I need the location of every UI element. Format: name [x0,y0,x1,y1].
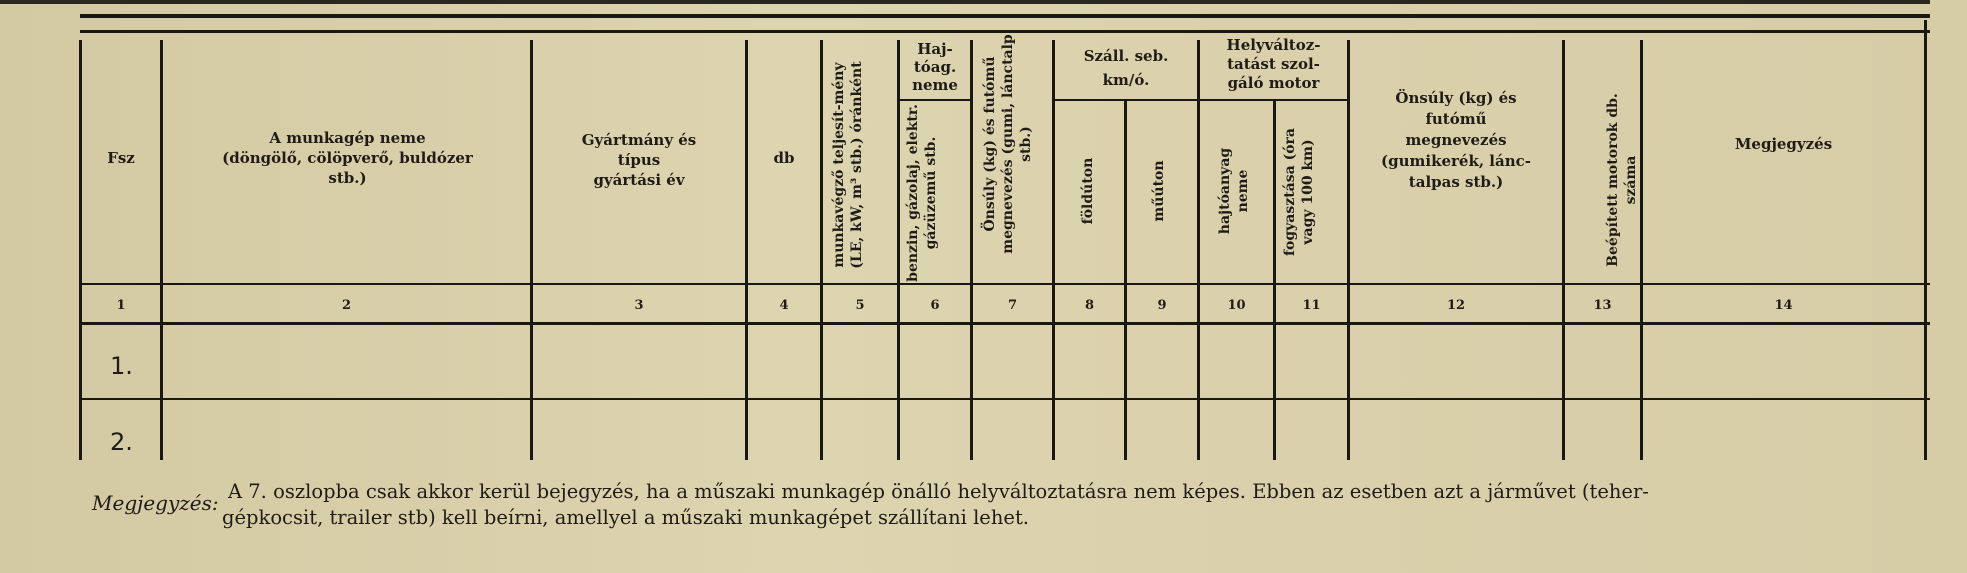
header-col4: db [773,149,795,167]
header-col10-11-top-line2: tatást szol- [1227,55,1320,73]
header-col6-top-line3: neme [912,76,958,94]
header-col6-top [900,40,970,94]
header-col2 [165,128,530,188]
vline-9 [1197,40,1200,460]
header-col8: földúton [1080,157,1096,225]
column-number: 6 [930,298,940,313]
header-fsz: Fsz [107,149,135,167]
vline-1 [160,40,163,460]
column-number: 10 [1227,298,1246,313]
footnote-line2: gépkocsit, trailer stb) kell beírni, amellyel a műszaki munkagépet szállítani lehet. [222,506,1029,529]
vline-6 [970,40,973,460]
table-top-rule-2 [80,30,1930,33]
vline-12 [1562,40,1565,460]
header-col12-line3: megnevezés [1405,131,1507,149]
vline-5 [897,40,900,460]
header-col13: Beépített motorok db. száma [1605,93,1639,267]
header-col12-line4: (gumikerék, lánc- [1381,152,1531,170]
header-col6-top-line2: tóag. [913,58,957,76]
header-col8-9-top-line2: km/ó. [1102,71,1150,89]
header-col9: műúton [1151,160,1167,222]
row-label: 2. [110,428,133,456]
header-col10: hajtóanyag neme [1217,147,1251,235]
header-col3-line3: gyártási év [593,171,685,189]
header-col10-11-top-line3: gáló motor [1227,74,1320,92]
vline-14 [1924,20,1927,460]
vline-3 [745,40,748,460]
header-col8-9-top [1055,44,1197,92]
header-bottom-rule [80,283,1930,285]
header-col6: benzin, gázolaj, elektr. gázüzemű stb. [905,104,939,282]
header-col12-line2: futómű [1425,110,1487,128]
column-number: 7 [1007,298,1018,313]
header-col3 [533,130,745,190]
column-number: 9 [1157,298,1167,313]
vline-2 [530,40,533,460]
top-border [0,0,1930,4]
header-col10-11-top [1200,36,1347,93]
footnote-label [92,491,219,516]
header-col14: Megjegyzés [1734,135,1833,153]
column-number: 8 [1084,298,1095,313]
column-number: 1 [116,298,126,313]
table-top-rule [80,14,1930,18]
column-number: 5 [855,298,865,313]
column-number: 3 [634,298,644,313]
footnote-line1: A 7. oszlopba csak akkor kerül bejegyzés, ha a műszaki munkagép önálló helyváltoztatásra nem képes. Ebben az esetben azt a járművet (teher- [228,480,1649,503]
header-col12 [1350,88,1562,193]
column-number: 11 [1302,298,1321,313]
column-number: 13 [1593,298,1612,313]
header-col12-line5: talpas stb.) [1408,173,1504,191]
header-col5: munkavégző teljesít-mény (LE, kW, m³ stb.) óránként [831,61,865,269]
header-col2-line1: A munkagép neme [269,129,426,147]
numbers-bottom-rule [80,322,1930,325]
header-col3-line1: Gyártmány és [581,131,697,149]
vline-0 [79,40,82,460]
vline-7 [1052,40,1055,460]
vline-8 [1124,99,1127,460]
header-col10-11-top-line1: Helyváltoz- [1226,36,1321,54]
column-number: 12 [1446,298,1466,313]
header-col3-line2: típus [617,151,661,169]
vline-4 [820,40,823,460]
column-number: 4 [779,298,789,313]
vline-10 [1273,99,1276,460]
header-col12-line1: Önsúly (kg) és [1395,89,1517,107]
header-col7: Önsúly (kg) és futómű megnevezés (gumi, lánctalp stb.) [982,34,1034,254]
row-label: 1. [110,352,133,380]
header-col11: fogyasztása (óra vagy 100 km) [1282,128,1316,256]
header-col2-line3: stb.) [328,169,367,187]
header-col6-top-line1: Haj- [917,40,953,58]
footnote-label-text: Megjegyzés: [92,491,219,515]
column-number: 2 [341,298,352,313]
header-col8-9-top-line1: Száll. seb. [1083,47,1169,65]
column-number: 14 [1774,298,1793,313]
row1-bottom-rule [80,398,1930,400]
header-col2-line2: (döngölő, cölöpverő, buldózer [222,149,473,167]
